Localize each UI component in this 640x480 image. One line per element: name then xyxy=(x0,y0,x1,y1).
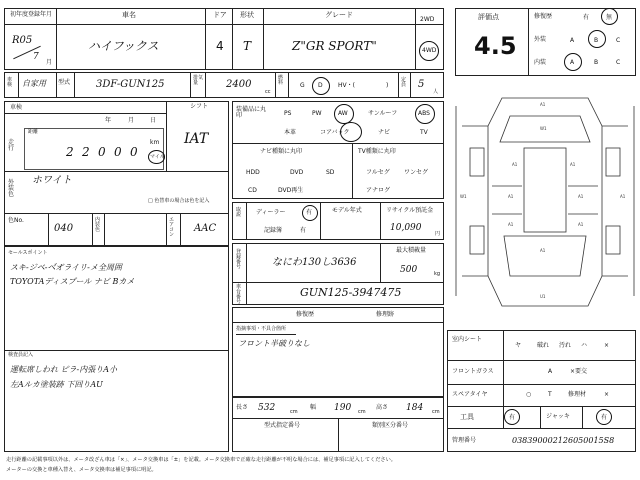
hist-ari: 無 xyxy=(606,14,613,21)
fuel-hv: HV・( xyxy=(338,82,355,89)
seat-o: ハ xyxy=(581,342,588,349)
svg-text:A1: A1 xyxy=(512,162,518,167)
len-unit: cm xyxy=(290,409,298,415)
seat-x: × xyxy=(604,342,610,349)
dealer-yes: 有 xyxy=(306,209,313,216)
fuel-g: G xyxy=(300,82,305,89)
svg-text:U1: U1 xyxy=(540,294,546,299)
svg-text:A1: A1 xyxy=(620,194,626,199)
code-value: 040 xyxy=(54,223,74,234)
equip-aw: AW xyxy=(338,110,348,117)
model-label: 形状 xyxy=(240,11,254,19)
tools-yes: 有 xyxy=(509,414,516,421)
glass-a: A xyxy=(548,368,553,375)
disp-unit: cc xyxy=(265,89,271,95)
wid-unit: cm xyxy=(358,409,366,415)
jack-yes: 有 xyxy=(601,414,608,421)
int-label: 内装 xyxy=(534,59,547,66)
equip-tv: TV xyxy=(420,129,428,136)
points-line1: スキ-ジベ-ベ゙オ゙ライリ-メ全周囲 xyxy=(10,263,122,272)
ext-a: A xyxy=(570,37,575,44)
door-value: 4 xyxy=(216,39,224,53)
svg-text:A1: A1 xyxy=(540,248,546,253)
odo-unit-km: km xyxy=(150,139,160,146)
model-value: T xyxy=(243,39,252,53)
grade-label: グレード xyxy=(325,11,353,19)
type-label: 型式 xyxy=(58,79,71,86)
navi-cd: CD xyxy=(248,187,257,194)
door-label: ドア xyxy=(213,11,227,19)
svg-text:A1: A1 xyxy=(578,194,584,199)
repair-label: 修理跡 xyxy=(376,311,395,318)
use-label: 車検 xyxy=(7,77,13,88)
code-label: 色No. xyxy=(8,217,24,224)
int-a: A xyxy=(570,59,575,66)
recycle-unit: 円 xyxy=(435,231,441,237)
type-value: 3DF-GUN125 xyxy=(96,79,165,90)
int-c: C xyxy=(616,59,621,66)
first-reg-label: 初年度登録年月 xyxy=(10,11,53,18)
navi-dvd2: DVD再生 xyxy=(278,187,304,194)
footer-line1: 走行距離の記載事項以外は、メータ改ざん車は「×」、メータ交換車は「±」を記載。メータ交換車で正確な走行距離が不明な場合には、補足事項に記入してください。 xyxy=(6,457,396,463)
spare-t: T xyxy=(548,391,552,398)
equip-aero: コアバック xyxy=(320,129,350,136)
odo-mile: マイル xyxy=(150,154,165,160)
history-block xyxy=(232,307,444,397)
odo-digit: 0 xyxy=(130,145,138,159)
shift-label: シフト xyxy=(190,103,209,110)
inspect-day: 日 xyxy=(150,117,157,124)
svg-text:A1: A1 xyxy=(578,222,584,227)
hgt-unit: cm xyxy=(432,409,440,415)
fuel-label: 燃料 xyxy=(278,75,284,86)
inspect-month: 月 xyxy=(128,117,135,124)
svg-text:A1: A1 xyxy=(540,102,546,107)
mgmt-value: 038390002126050015S8 xyxy=(512,436,615,445)
inspector-line2: 左Aルカ塗装跡 下回りAU xyxy=(10,380,103,389)
grade-value: Z"GR SPORT" xyxy=(292,39,377,53)
navi-sd: SD xyxy=(326,169,335,176)
drive-4wd: 4WD xyxy=(422,47,437,54)
navi-hdd: HDD xyxy=(246,169,260,176)
drive-label: 2WD xyxy=(420,16,435,23)
score-value: 4.5 xyxy=(474,32,517,60)
len-value: 532 xyxy=(258,403,276,413)
equip-leather: 本革 xyxy=(284,129,297,136)
disp-value: 2400 xyxy=(226,79,252,90)
car-name-value: ハイフックス xyxy=(88,39,159,53)
ext-c: C xyxy=(616,37,621,44)
tv-label: TV種類に丸印 xyxy=(358,148,396,155)
dealer-side-label: 取説 xyxy=(236,207,242,218)
glass-x: ×要交 xyxy=(570,368,588,375)
tools-label: 工具 xyxy=(460,413,474,421)
hgt-value: 184 xyxy=(406,403,424,413)
inspect-label: 車検 xyxy=(10,104,23,111)
spare-p: 修理材 xyxy=(568,391,587,398)
svg-text:W1: W1 xyxy=(460,194,467,199)
dealer-rec-yes: 有 xyxy=(300,227,307,234)
navi-label: ナビ種類に丸印 xyxy=(260,148,303,155)
reg-label: 登録番号 xyxy=(236,249,242,270)
seat-t: 破れ xyxy=(537,342,550,349)
svg-text:A1: A1 xyxy=(570,162,576,167)
navi-dvd: DVD xyxy=(290,169,304,176)
wid-label: 幅 xyxy=(310,404,317,411)
spare-a: ○ xyxy=(526,391,532,398)
color-value: ホワイト xyxy=(32,175,72,186)
vin-value: GUN125-3947475 xyxy=(300,286,402,299)
color-note: □ 色替車の場合は色を記入 xyxy=(148,198,210,204)
car-damage-diagram xyxy=(452,86,638,316)
svg-text:W1: W1 xyxy=(540,126,547,131)
equip-ps: PS xyxy=(284,110,292,117)
points-line2: TOYOTAディスプール ナビ Bカメ xyxy=(10,277,135,286)
svg-text:A1: A1 xyxy=(508,222,514,227)
cap-value: 5 xyxy=(418,79,425,90)
len-label: 長さ xyxy=(236,404,249,411)
equip-sunroof: サンルーフ xyxy=(368,110,398,117)
wid-value: 190 xyxy=(334,403,352,413)
fuel-close: ) xyxy=(386,82,389,89)
dealer-label: ディーラー xyxy=(256,209,286,216)
score-label: 評価点 xyxy=(478,13,499,21)
inspector-label: 検査員記入 xyxy=(8,352,34,358)
equip-navi: ナビ xyxy=(378,129,391,136)
category-label: 類別区分番号 xyxy=(372,422,409,429)
ac-value: AAC xyxy=(194,223,217,234)
defect-value: フロント半破りなし xyxy=(238,339,310,348)
mgmt-label: 管理番号 xyxy=(452,437,477,444)
hist-nashi: 有 xyxy=(583,14,590,21)
jack-label: ジャッキ xyxy=(546,413,570,420)
hist-label: 修復歴 xyxy=(534,13,553,20)
recycle-fee: 10,090 xyxy=(390,223,422,233)
odo-digit: 0 xyxy=(98,145,106,159)
cap-unit: 人 xyxy=(433,89,439,95)
tv-analog: アナログ xyxy=(366,187,391,194)
odo-digit: 2 xyxy=(82,145,90,159)
car-name-label: 車名 xyxy=(122,11,136,19)
int-b: B xyxy=(594,59,599,66)
ext-label: 外装 xyxy=(534,36,547,43)
spare-x: × xyxy=(604,391,610,398)
vin-label: 車台番号 xyxy=(236,284,242,305)
seat-r: ヤ xyxy=(515,342,522,349)
reg-month: 7 xyxy=(33,52,39,62)
footer-line2: メーターの交換と車種入替え、メータ交換車は補足事項に明記。 xyxy=(6,467,157,473)
ac-label: エアコン xyxy=(169,217,175,238)
recycle-label: リサイクル預託金 xyxy=(386,207,434,214)
odo-digit: 2 xyxy=(66,145,74,159)
tv-full: フルセグ xyxy=(366,169,390,176)
points-label: セールスポイント xyxy=(8,250,48,256)
type-spec-label: 型式指定番号 xyxy=(264,422,301,429)
defect-label: 指摘事項・不具合箇所 xyxy=(236,326,287,332)
odo-box xyxy=(24,128,164,170)
color-label: 外装色 xyxy=(8,179,15,198)
equip-pw: PW xyxy=(312,110,322,117)
inspect-year: 年 xyxy=(105,117,112,124)
glass-label: フロントガラス xyxy=(452,368,494,375)
equip-abs: ABS xyxy=(418,110,430,117)
max-load-value: 500 xyxy=(400,265,418,275)
shift-value: IAT xyxy=(184,131,209,147)
cap-label: 定員 xyxy=(401,77,407,88)
odo-sub: 距離 xyxy=(28,129,39,135)
ext-b: B xyxy=(594,37,599,44)
use-value: 自家用 xyxy=(22,79,46,88)
dealer-rec: 記録簿 xyxy=(264,227,283,234)
fuel-d: D xyxy=(318,82,323,89)
max-load-unit: kg xyxy=(434,271,441,277)
equip-label: 装備品に丸印 xyxy=(236,106,267,119)
model-year-label: モデル年式 xyxy=(332,207,362,214)
reg-year: R05 xyxy=(12,35,33,46)
seat-m: 汚れ xyxy=(559,342,572,349)
reg-value: なにわ130し3636 xyxy=(272,257,357,268)
int-color-label: 内装色 xyxy=(95,217,101,233)
tv-one: ワンセグ xyxy=(404,169,429,176)
svg-text:A1: A1 xyxy=(508,194,514,199)
disp-label: 排気量 xyxy=(193,75,204,86)
reg-month-unit: 月 xyxy=(46,59,53,66)
seat-label: 室内シート xyxy=(452,336,483,343)
max-load-label: 最大積載量 xyxy=(396,247,427,254)
odo-label: 走行 xyxy=(8,139,15,152)
hgt-label: 高さ xyxy=(376,404,389,411)
inspector-line1: 運転席しわれ ピラ-内張りA小 xyxy=(10,365,118,374)
odo-digit: 0 xyxy=(114,145,122,159)
spare-label: スペアタイヤ xyxy=(452,391,488,398)
history-label: 修復歴 xyxy=(296,311,315,318)
